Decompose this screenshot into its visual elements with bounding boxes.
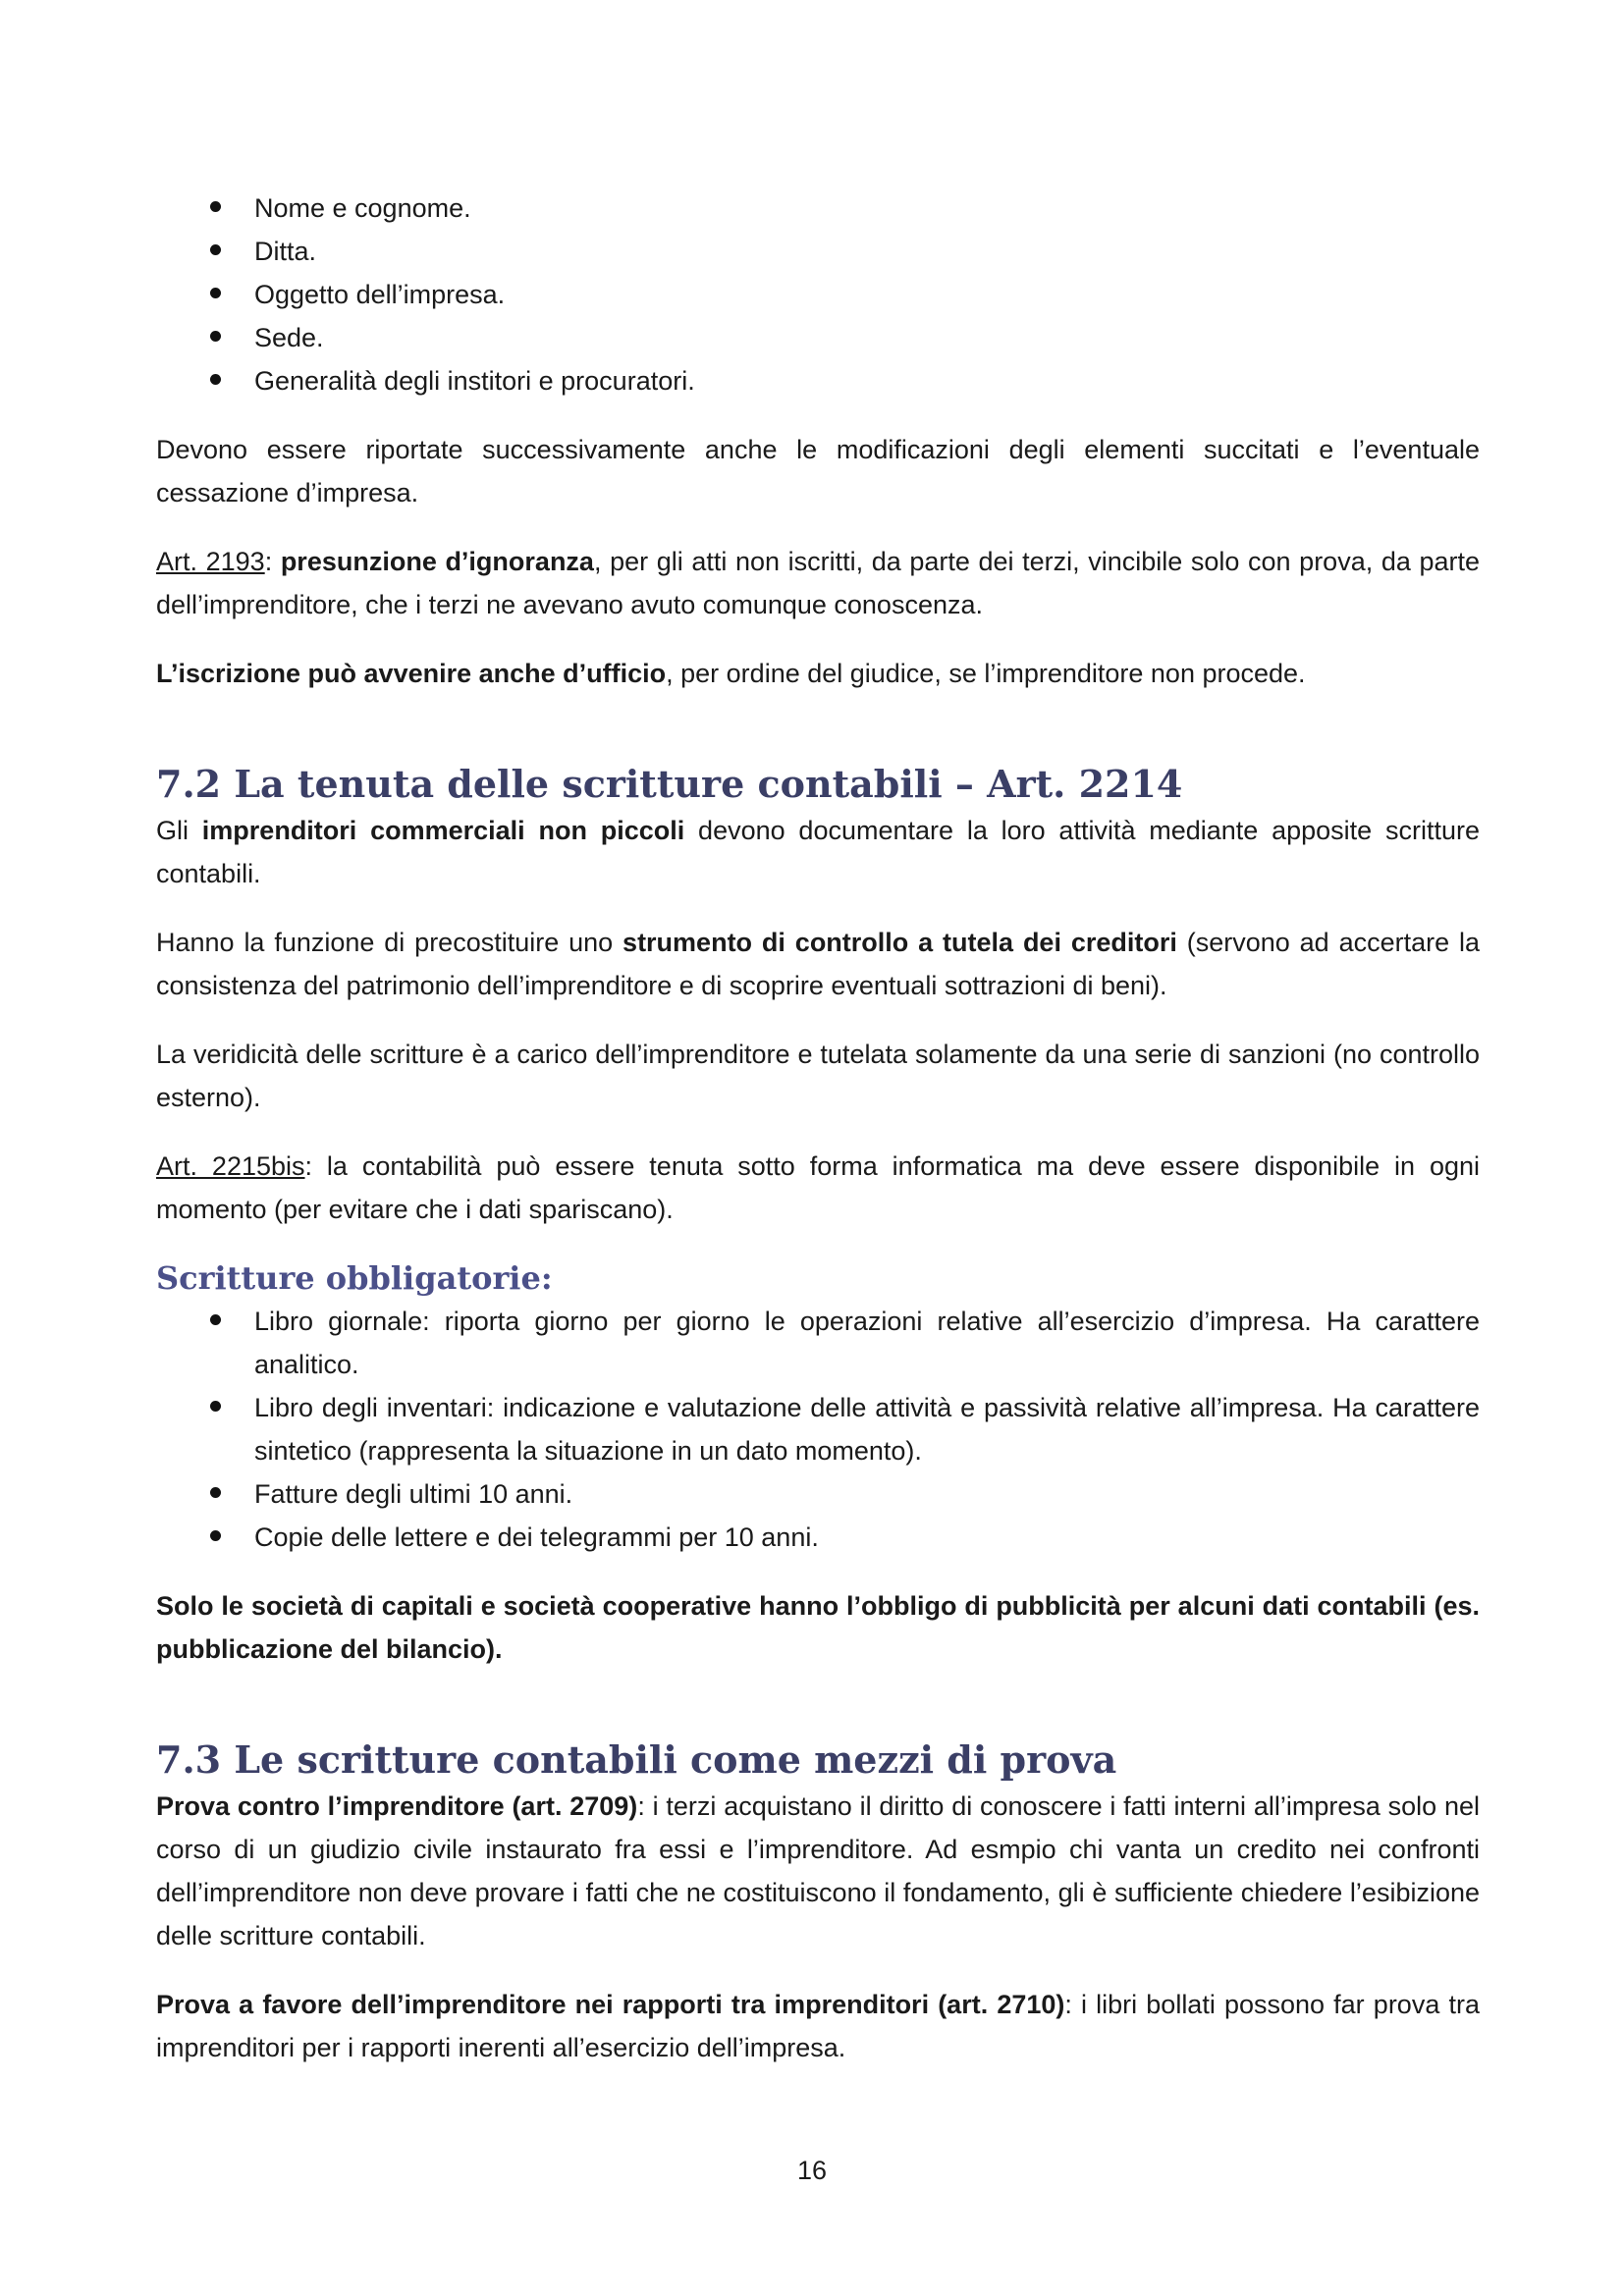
list-item: Ditta. — [156, 230, 1480, 273]
bullet-icon — [210, 1401, 221, 1412]
bullet-icon — [210, 374, 221, 385]
list-item: Oggetto dell’impresa. — [156, 273, 1480, 316]
paragraph-funzione: Hanno la funzione di precostituire uno strumento di controllo a tutela dei creditori (servono ad accertare la consistenza del patrimonio dell’imprenditore e di scoprire eventuali sottrazioni di beni). — [156, 928, 1481, 1000]
paragraph-imprenditori: Gli imprenditori commerciali non piccoli devono documentare la loro attività mediante apposite scritture contabili. — [156, 816, 1481, 888]
page-number: 16 — [796, 2156, 828, 2185]
list-item: Sede. — [156, 316, 1480, 359]
list-item: Generalità degli institori e procuratori. — [156, 359, 1480, 402]
document-page — [156, 187, 1480, 2069]
paragraph-prova-favore: Prova a favore dell’imprenditore nei rapporti tra imprenditori (art. 2710): i libri bollati possono far prova tra imprenditori per i rapporti inerenti all’esercizio dell’impresa. — [156, 1990, 1480, 2062]
list-item: Nome e cognome. — [156, 187, 1480, 230]
list-item: Copie delle lettere e dei telegrammi per 10 anni. — [156, 1516, 1480, 1559]
section-heading-7-2: 7.2 La tenuta delle scritture contabili – Art. 2214 — [156, 762, 1183, 806]
paragraph-veridicita: La veridicità delle scritture è a carico dell’imprenditore e tutelata solamente da una serie di sanzioni (no controllo esterno). — [156, 1040, 1480, 1112]
bullet-icon — [210, 244, 221, 255]
article-reference: Art. 2193 — [156, 547, 265, 576]
paragraph-prova-contro: Prova contro l’imprenditore (art. 2709): i terzi acquistano il diritto di conoscere i fatti interni all’impresa solo nel corso di un giudizio civile instaurato fra essi e l’imprenditore. Ad esmpio chi vanta un credito nei confronti dell’imprenditore non deve provare i fatti che ne costituiscono il fondamento, gli è sufficiente chiedere l’esibizione delle scritture contabili. — [156, 1791, 1481, 1950]
bullet-icon — [210, 331, 221, 342]
list-item: Libro giornale: riporta giorno per giorno le operazioni relative all’esercizio d’impresa. Ha carattere analitico. — [156, 1300, 1480, 1386]
article-reference: Art. 2215bis — [156, 1151, 305, 1181]
list-item: Libro degli inventari: indicazione e valutazione delle attività e passività relative all’impresa. Ha carattere sintetico (rappresenta la situazione in un dato momento). — [156, 1386, 1480, 1472]
section-heading-7-3: 7.3 Le scritture contabili come mezzi di prova — [156, 1737, 1117, 1782]
bullet-icon — [210, 1487, 221, 1498]
paragraph-art-2215bis: Art. 2215bis: la contabilità può essere tenuta sotto forma informatica ma deve essere disponibile in ogni momento (per evitare che i dati spariscano). — [156, 1151, 1480, 1224]
bullet-icon — [210, 1314, 221, 1325]
registration-elements-list — [156, 187, 1480, 402]
paragraph-modificazioni: Devono essere riportate successivamente anche le modificazioni degli elementi succitati e l’eventuale cessazione d’impresa. — [156, 435, 1480, 507]
bullet-icon — [210, 201, 221, 212]
paragraph-ufficio: L’iscrizione può avvenire anche d’ufficio, per ordine del giudice, se l’imprenditore non procede. — [156, 659, 1306, 688]
mandatory-records-list — [156, 1300, 1480, 1559]
list-item: Fatture degli ultimi 10 anni. — [156, 1472, 1480, 1516]
paragraph-art-2193: Art. 2193: presunzione d’ignoranza, per gli atti non iscritti, da parte dei terzi, vincibile solo con prova, da parte dell’imprenditore, che i terzi ne avevano avuto comunque conoscenza. — [156, 547, 1481, 619]
paragraph-obbligo-pubblicita: Solo le società di capitali e società cooperative hanno l’obbligo di pubblicità per alcuni dati contabili (es. pubblicazione del bilancio). — [156, 1591, 1480, 1664]
bullet-icon — [210, 288, 221, 298]
bullet-icon — [210, 1530, 221, 1541]
subheading-scritture-obbligatorie: Scritture obbligatorie: — [156, 1259, 553, 1297]
